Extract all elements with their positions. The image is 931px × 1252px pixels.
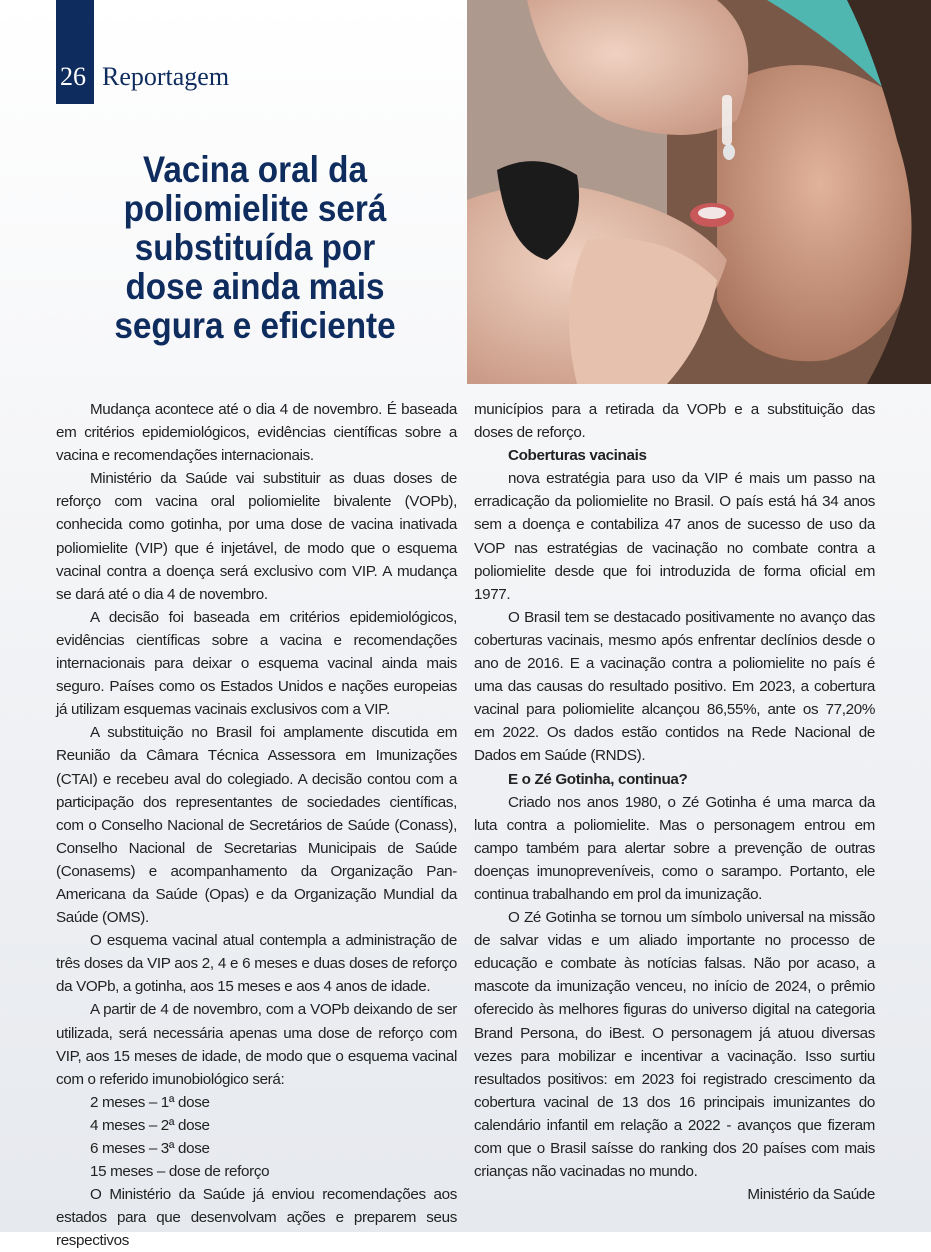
article-headline: Vacina oral da poliomielite será substituída por dose ainda mais segura e eficiente [114,149,396,346]
schedule-item: 6 meses – 3ª dose [90,1140,210,1157]
article-right-column [474,398,875,1206]
section-label: Reportagem [102,62,230,91]
subheading-ze-gotinha: E o Zé Gotinha, continua? [508,770,688,788]
paragraph-recommendations: O Ministério da Saúde já enviou recomendações aos estados para que desenvolvam ações e preparem seus respectivos [56,1186,457,1250]
paragraph-new-schedule: A partir de 4 de novembro, com a VOPb deixando de ser utilizada, será necessária apenas uma dose de reforço com VIP, aos 15 meses de idade, de modo que o esquema vacinal com o referido imunobiológico será: [56,1001,457,1088]
paragraph-substitution: Ministério da Saúde vai substituir as duas doses de reforço com vacina oral poliomielite bivalente (VOPb), conhecida como gotinha, por uma dose de vacina inativada poliomielite (VIP) que é injetável, de modo que o esquema vacinal contra a doença será exclusivo com VIP. A mudança se dará até o dia 4 de novembro. [56,470,457,603]
paragraph-ze-gotinha-origin: Criado nos anos 1980, o Zé Gotinha é uma marca da luta contra a poliomielite. Mas o personagem entrou em campo também para alertar sobre a prevenção de outras doenças imunopreveníveis, como o sarampo. Portanto, ele continua trabalhando em prol da imunização. [474,793,875,903]
paragraph-current-schedule: O esquema vacinal atual contempla a administração de três doses da VIP aos 2, 4 e 6 meses e duas doses de reforço da VOPb, a gotinha, aos 15 meses e aos 4 anos de idade. [56,932,457,996]
paragraph-ctai: A substituição no Brasil foi amplamente discutida em Reunião da Câmara Técnica Assessora em Imunizações (CTAI) e recebeu aval do colegiado. A decisão contou com a participação dos representantes de sociedades científicas, com o Conselho Nacional de Secretários de Saúde (Conass), Conselho Nacional de Secretarias Municipais de Saúde (Conasems) e acompanhamento da Organização Pan-Americana da Saúde (Opas) e da Organização Mundial da Saúde (OMS). [56,724,457,927]
article-signature: Ministério da Saúde [747,1186,875,1204]
paragraph-ze-gotinha-symbol: O Zé Gotinha se tornou um símbolo universal na missão de salvar vidas e um aliado importante no processo de educação e combate às notícias falsas. Não por acaso, a mascote da imunização venceu, no início de 2024, o prêmio oferecido às melhores figuras do universo digital na categoria Brand Persona, do iBest. O personagem já atuou diversas vezes para mobilizar e incentivar a vacinação. Isso surtiu resultados positivos: em 2023 foi registrado crescimento da cobertura vacinal de 13 dos 16 principais imunizantes do calendário infantil em relação a 2022 - avanços que fizeram com que o Brasil saísse do ranking dos 20 países com mais crianças não vacinadas no mundo. [474,909,875,1181]
subheading-coverage: Coberturas vacinais [508,447,647,465]
paragraph-coverage: O Brasil tem se destacado positivamente no avanço das coberturas vacinais, mesmo após enfrentar declínios desde o ano de 2016. E a vacinação contra a poliomielite no país é uma das causas do resultado positivo. Em 2023, a cobertura vacinal para poliomielite alcançou 86,55%, ante os 77,20% em 2022. Os dados estão contidos na Rede Nacional de Dados em Saúde (RNDS). [474,608,875,765]
page-number: 26 [60,62,86,91]
paragraph-strategy: nova estratégia para uso da VIP é mais um passo na erradicação da poliomielite no Brasil. O país está há 34 anos sem a doença e contabiliza 47 anos de sucesso de uso da VOP nas estratégias de vacinação no combate contra a poliomielite desde que foi introduzida de forma oficial em 1977. [474,470,875,603]
schedule-item: 2 meses – 1ª dose [90,1093,210,1111]
article-left-column [56,398,457,1252]
child-receiving-oral-vaccine-drops-photo [467,0,931,384]
paragraph-continuation: municípios para a retirada da VOPb e a substituição das doses de reforço. [474,401,875,442]
paragraph-summary: Mudança acontece até o dia 4 de novembro. É baseada em critérios epidemiológicos, evidências científicas sobre a vacina e recomendações internacionais. [56,401,457,465]
paragraph-decision: A decisão foi baseada em critérios epidemiológicos, evidências científicas sobre a vacina e recomendações internacionais para deixar o esquema vacinal ainda mais seguro. Países como os Estados Unidos e nações europeias já utilizam esquemas vacinais exclusivos com a VIP. [56,608,457,719]
photo-illustration [467,0,931,384]
schedule-item: 15 meses – dose de reforço [90,1163,270,1181]
schedule-item: 4 meses – 2ª dose [90,1116,210,1134]
